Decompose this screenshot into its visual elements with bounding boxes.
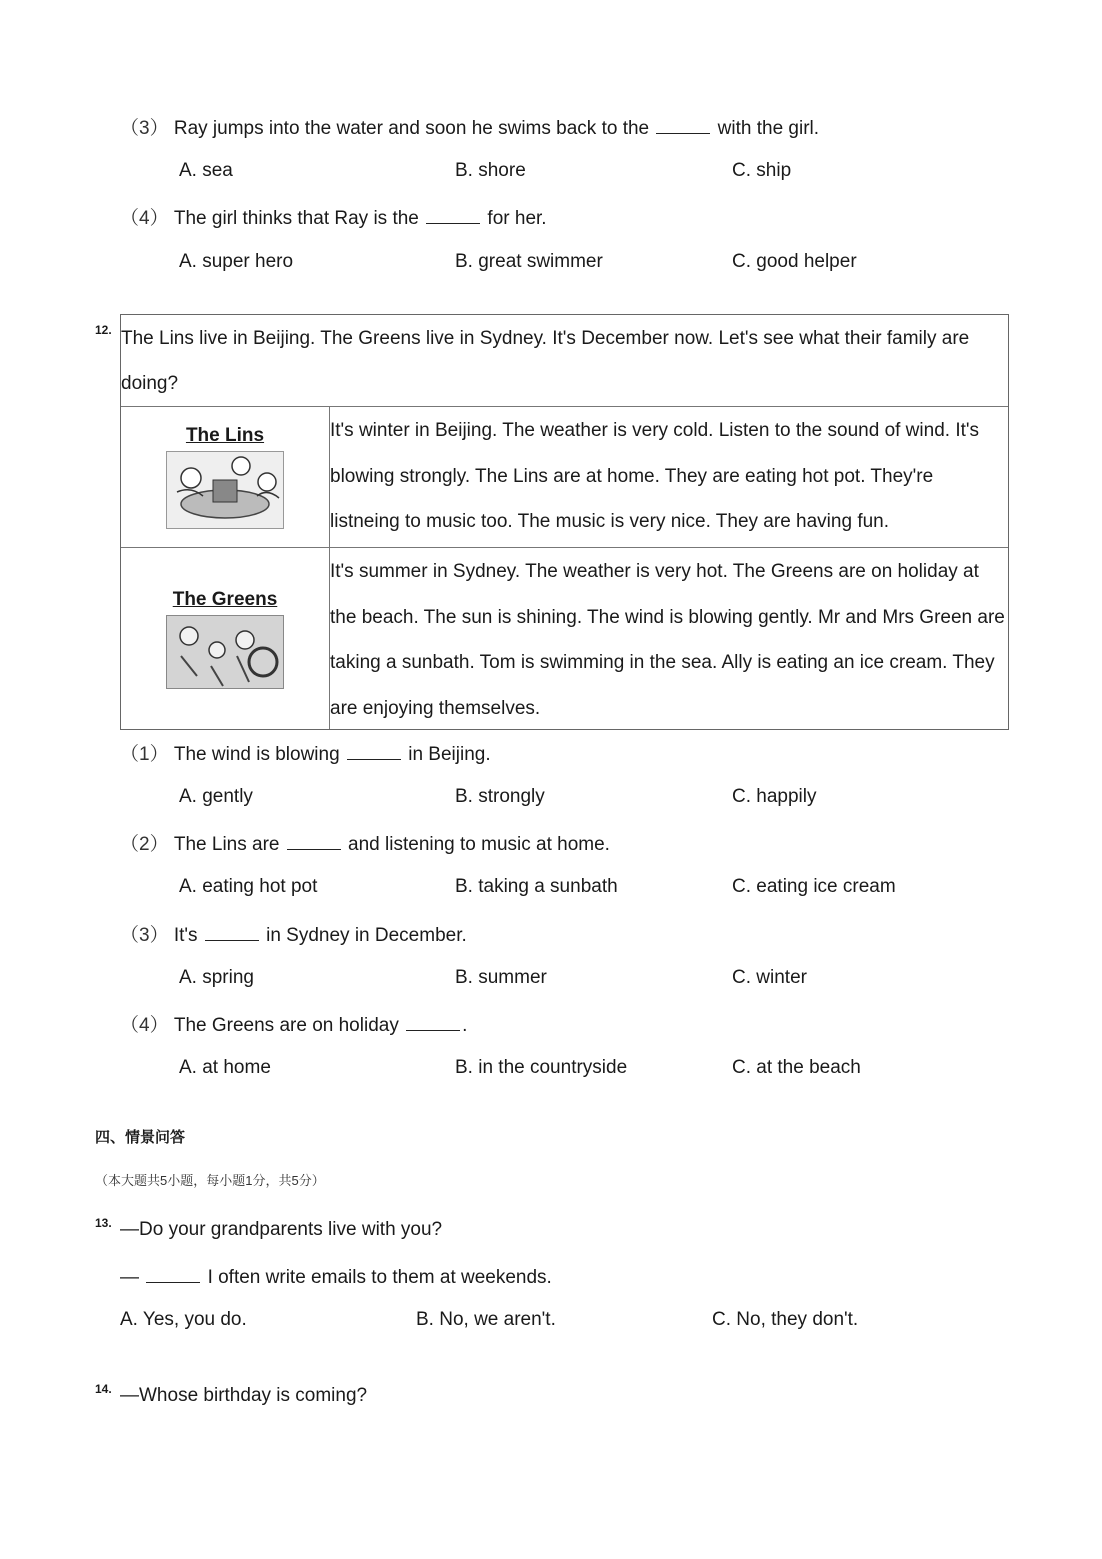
lins-hotpot-image: [166, 451, 284, 529]
question-text: It's: [173, 925, 198, 946]
table-row-lins: [121, 407, 1008, 548]
question-text: Ray jumps into the water and soon he swims back to the: [173, 118, 650, 139]
dialogue-line: —Do your grandparents live with you?: [120, 1219, 443, 1240]
family-description: It's winter in Beijing. The weather is very cold. Listen to the sound of wind. It's blowing strongly. The Lins are at home. They are eating hot pot. They're listneing to music too. The music is very nice. They are having fun.: [330, 420, 980, 532]
family-cell: [121, 548, 330, 729]
section-title: 四、情景问答: [95, 1129, 186, 1146]
question-text-end: in Sydney in December.: [266, 925, 467, 946]
item-number: （4）: [120, 1015, 169, 1036]
question-text: The wind is blowing: [173, 744, 340, 765]
item-number: （2）: [120, 834, 169, 855]
question-text-end: with the girl.: [717, 118, 820, 139]
option-c[interactable]: C. ship: [732, 160, 792, 181]
item-number: （3）: [120, 118, 169, 139]
option-a[interactable]: A. eating hot pot: [179, 876, 318, 897]
option-c[interactable]: C. eating ice cream: [732, 876, 896, 897]
reading-table: [120, 314, 1009, 730]
question-text-end: and listening to music at home.: [348, 834, 610, 855]
option-a[interactable]: A. at home: [179, 1057, 271, 1078]
question-12-4: [120, 1012, 467, 1037]
option-c[interactable]: C. winter: [732, 967, 807, 988]
option-c[interactable]: C. good helper: [732, 251, 857, 272]
option-b[interactable]: B. shore: [455, 160, 526, 181]
option-c[interactable]: C. happily: [732, 786, 817, 807]
answer-blank[interactable]: [287, 831, 341, 850]
table-row-greens: [121, 548, 1008, 729]
family-name: The Greens: [172, 588, 278, 610]
question-11-4: [120, 205, 547, 230]
option-c[interactable]: C. No, they don't.: [712, 1309, 859, 1330]
option-b[interactable]: B. No, we aren't.: [416, 1309, 556, 1330]
question-12-1: [120, 741, 491, 766]
answer-blank[interactable]: [347, 741, 401, 760]
option-a[interactable]: A. spring: [179, 967, 254, 988]
question-number: 12.: [95, 323, 112, 337]
section-note: （本大题共5小题，每小题1分，共5分）: [95, 1173, 325, 1188]
option-a[interactable]: A. sea: [179, 160, 233, 181]
answer-blank[interactable]: [426, 205, 480, 224]
question-number: 13.: [95, 1216, 112, 1230]
option-b[interactable]: B. taking a sunbath: [455, 876, 618, 897]
question-text-end: in Beijing.: [408, 744, 491, 765]
option-b[interactable]: B. strongly: [455, 786, 545, 807]
answer-blank[interactable]: [406, 1012, 460, 1031]
family-description: It's summer in Sydney. The weather is very hot. The Greens are on holiday at the beach. The sun is shining. The wind is blowing gently. Mr and Mrs Green are taking a sunbath. Tom is swimming in the sea. Ally is eating an ice cream. They are enjoying themselves.: [330, 561, 1005, 719]
dialogue-response: [120, 1264, 552, 1289]
option-b[interactable]: B. summer: [455, 967, 547, 988]
family-name: The Lins: [185, 425, 265, 446]
item-number: （3）: [120, 925, 169, 946]
question-12-2: [120, 831, 610, 856]
table-intro: The Lins live in Beijing. The Greens live in Sydney. It's December now. Let's see what their family are doing?: [121, 315, 1008, 407]
question-text: The Greens are on holiday: [173, 1015, 399, 1036]
option-a[interactable]: A. Yes, you do.: [120, 1309, 247, 1330]
question-12-3: [120, 922, 467, 947]
greens-beach-image: [166, 615, 284, 689]
question-11-3: [120, 115, 819, 140]
answer-blank[interactable]: [146, 1264, 200, 1283]
option-a[interactable]: A. gently: [179, 786, 253, 807]
question-text: The Lins are: [173, 834, 280, 855]
dialogue-line: —Whose birthday is coming?: [120, 1385, 368, 1406]
family-cell: [121, 407, 330, 547]
answer-blank[interactable]: [656, 115, 710, 134]
response-text: I often write emails to them at weekends.: [207, 1267, 552, 1288]
answer-blank[interactable]: [205, 922, 259, 941]
question-text: The girl thinks that Ray is the: [173, 208, 419, 229]
dash: —: [120, 1267, 139, 1288]
option-a[interactable]: A. super hero: [179, 251, 294, 272]
question-text-end: for her.: [487, 208, 547, 229]
question-number: 14.: [95, 1382, 112, 1396]
option-c[interactable]: C. at the beach: [732, 1057, 861, 1078]
option-b[interactable]: B. great swimmer: [455, 251, 603, 272]
item-number: （1）: [120, 744, 169, 765]
option-b[interactable]: B. in the countryside: [455, 1057, 628, 1078]
item-number: （4）: [120, 208, 169, 229]
question-text-end: .: [462, 1015, 468, 1036]
